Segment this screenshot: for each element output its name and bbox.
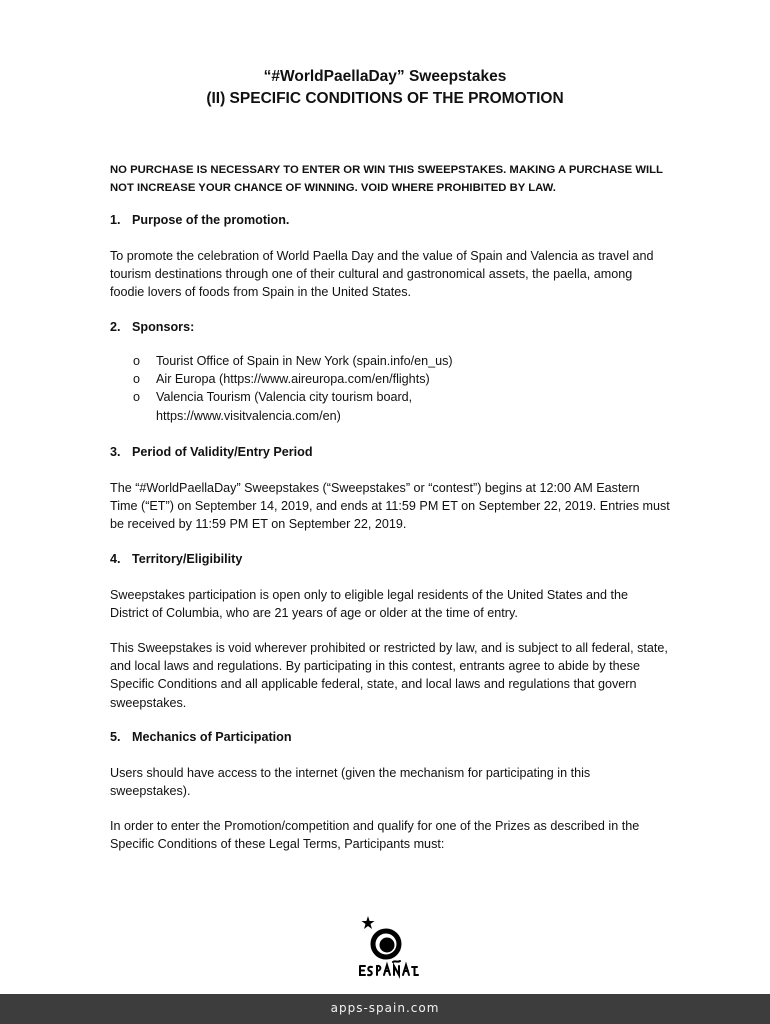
section-title: Mechanics of Participation — [132, 730, 292, 744]
section-title: Period of Validity/Entry Period — [132, 445, 313, 459]
bullet-marker: o — [133, 390, 141, 405]
footer-site-text: apps-spain.com — [330, 1001, 440, 1015]
list-item — [133, 352, 653, 370]
list-item — [133, 370, 653, 388]
paragraph: This Sweepstakes is void wherever prohibited or restricted by law, and is subject to all federal, state, and local laws and regulations. By participating in this contest, entrants agree to abide by these Specific Conditions and all applicable federal, state, and local laws and regulations that govern sweepstakes. — [110, 641, 668, 710]
paragraph: To promote the celebration of World Paella Day and the value of Spain and Valencia as travel and tourism destinations through one of their cultural and gastronomical assets, the paella, among foodie lovers of foods from Spain in the United States. — [110, 249, 654, 300]
section-title: Purpose of the promotion. — [132, 213, 290, 227]
section-heading-mechanics — [110, 728, 292, 746]
bullet-marker: o — [133, 372, 141, 387]
section-heading-sponsors — [110, 318, 194, 336]
section-number: 5. — [110, 730, 121, 744]
paragraph: Users should have access to the internet (given the mechanism for participating in this sweepstakes). — [110, 766, 591, 799]
sponsors-list — [133, 352, 653, 425]
section-title: Sponsors: — [132, 320, 195, 334]
espana-logo-icon — [354, 914, 424, 982]
section-number: 3. — [110, 445, 121, 459]
section-number: 4. — [110, 552, 121, 566]
section-heading-purpose — [110, 211, 289, 229]
sponsor-text: Valencia Tourism (Valencia city tourism board, https://www.visitvalencia.com/en) — [156, 390, 413, 423]
no-purchase-notice: NO PURCHASE IS NECESSARY TO ENTER OR WIN THIS SWEEPSTAKES. MAKING A PURCHASE WILL NOT INCREASE YOUR CHANCE OF WINNING. VOID WHERE PROHIBITED BY LAW. — [110, 164, 663, 194]
footer-bar — [0, 994, 770, 1024]
section-heading-period — [110, 443, 313, 461]
list-item — [133, 388, 653, 424]
sponsor-text: Air Europa (https://www.aireuropa.com/en/flights) — [156, 372, 430, 387]
paragraph: In order to enter the Promotion/competition and qualify for one of the Prizes as described in the Specific Conditions of these Legal Terms, Participants must: — [110, 819, 640, 852]
section-number: 2. — [110, 320, 121, 334]
document-subtitle: (II) SPECIFIC CONDITIONS OF THE PROMOTION — [206, 90, 564, 107]
bullet-marker: o — [133, 354, 141, 368]
paragraph: The “#WorldPaellaDay” Sweepstakes (“Sweepstakes” or “contest”) begins at 12:00 AM Eastern Time (“ET”) on September 14, 2019, and ends at 11:59 PM ET on September 22, 2019. Entries must be received by 11:59 PM ET on September 22, 2019. — [110, 481, 670, 532]
paragraph: Sweepstakes participation is open only to eligible legal residents of the United States and the District of Columbia, who are 21 years of age or older at the time of entry. — [110, 588, 629, 621]
section-number: 1. — [110, 213, 121, 227]
document-title: “#WorldPaellaDay” Sweepstakes — [263, 68, 507, 85]
section-heading-eligibility — [110, 550, 242, 568]
sponsor-text: Tourist Office of Spain in New York (spain.info/en_us) — [156, 354, 453, 368]
section-title: Territory/Eligibility — [132, 552, 243, 566]
